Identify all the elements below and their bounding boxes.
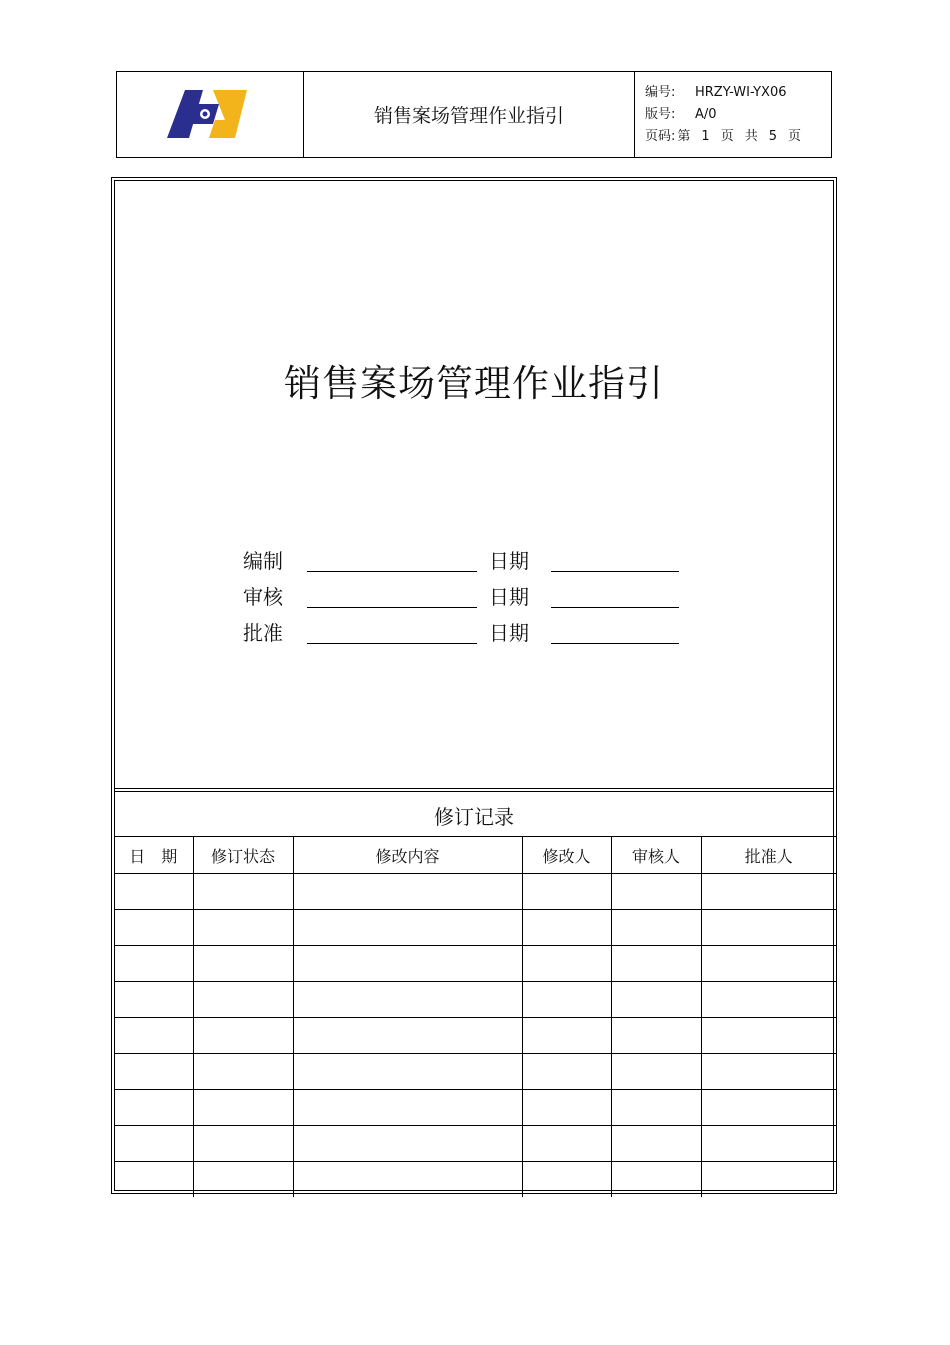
page-unit: 页 (720, 129, 734, 144)
revision-cell[interactable] (611, 982, 701, 1018)
revision-body (114, 874, 836, 1198)
version-row (645, 104, 831, 126)
page-total: 5 (768, 129, 777, 144)
revision-cell[interactable] (701, 982, 836, 1018)
revision-cell[interactable] (114, 982, 193, 1018)
signature-label: 编制 (243, 549, 283, 573)
column-header-modifier: 修改人 (522, 837, 611, 874)
revision-row (114, 946, 836, 982)
revision-cell[interactable] (611, 874, 701, 910)
revision-table (114, 836, 836, 1197)
revision-cell[interactable] (701, 1090, 836, 1126)
page-prefix: 第 (677, 129, 691, 144)
date-line[interactable] (551, 617, 679, 644)
revision-cell[interactable] (193, 874, 293, 910)
page-current: 1 (701, 129, 710, 144)
code-label: 编号: (645, 85, 676, 100)
revision-row (114, 1054, 836, 1090)
revision-row (114, 1090, 836, 1126)
page-unit-2: 页 (788, 129, 802, 144)
date-label: 日期 (489, 585, 529, 609)
section-divider (115, 791, 833, 792)
column-header-reviewer: 审核人 (611, 837, 701, 874)
cover-title: 销售案场管理作业指引 (284, 362, 664, 405)
column-header-approver: 批准人 (701, 837, 836, 874)
revision-cell[interactable] (193, 1018, 293, 1054)
revision-cell[interactable] (193, 1162, 293, 1198)
signature-label: 批准 (243, 621, 283, 645)
date-line[interactable] (551, 545, 679, 572)
revision-cell[interactable] (114, 910, 193, 946)
header-title: 销售案场管理作业指引 (304, 72, 635, 157)
signature-label: 审核 (243, 585, 283, 609)
revision-cell[interactable] (611, 1126, 701, 1162)
revision-cell[interactable] (522, 982, 611, 1018)
revision-cell[interactable] (701, 1018, 836, 1054)
header-meta (635, 72, 831, 157)
revision-cell[interactable] (701, 874, 836, 910)
company-logo (163, 84, 251, 144)
revision-cell[interactable] (114, 1018, 193, 1054)
revision-cell[interactable] (193, 946, 293, 982)
revision-cell[interactable] (611, 1054, 701, 1090)
revision-row (114, 982, 836, 1018)
revision-cell[interactable] (611, 946, 701, 982)
revision-cell[interactable] (114, 1162, 193, 1198)
revision-cell[interactable] (522, 910, 611, 946)
revision-cell[interactable] (293, 1018, 522, 1054)
revision-cell[interactable] (701, 1054, 836, 1090)
version-label: 版号: (645, 107, 676, 122)
revision-cell[interactable] (293, 874, 522, 910)
revision-cell[interactable] (293, 1162, 522, 1198)
version-value: A/0 (695, 107, 717, 122)
signature-line[interactable] (307, 617, 477, 644)
signature-line[interactable] (307, 581, 477, 608)
revision-cell[interactable] (193, 910, 293, 946)
revision-cell[interactable] (114, 874, 193, 910)
column-header-content: 修改内容 (293, 837, 522, 874)
revision-cell[interactable] (293, 1126, 522, 1162)
date-label: 日期 (489, 549, 529, 573)
revision-row (114, 1126, 836, 1162)
cover-frame (111, 177, 837, 1194)
revision-cell[interactable] (293, 1090, 522, 1126)
revision-cell[interactable] (522, 1054, 611, 1090)
revision-cell[interactable] (701, 910, 836, 946)
revision-row (114, 910, 836, 946)
page-total-prefix: 共 (744, 129, 758, 144)
revision-cell[interactable] (522, 1090, 611, 1126)
revision-cell[interactable] (293, 1054, 522, 1090)
revision-cell[interactable] (611, 1162, 701, 1198)
page-label: 页码: (645, 129, 676, 144)
revision-cell[interactable] (114, 1090, 193, 1126)
revision-title: 修订记录 (434, 804, 514, 829)
revision-cell[interactable] (114, 946, 193, 982)
revision-cell[interactable] (293, 946, 522, 982)
code-value: HRZY-WI-YX06 (695, 85, 787, 100)
date-line[interactable] (551, 581, 679, 608)
revision-cell[interactable] (701, 1162, 836, 1198)
section-divider (115, 788, 833, 789)
revision-cell[interactable] (701, 1126, 836, 1162)
revision-cell[interactable] (114, 1054, 193, 1090)
revision-cell[interactable] (114, 1126, 193, 1162)
revision-cell[interactable] (522, 1126, 611, 1162)
revision-cell[interactable] (611, 910, 701, 946)
code-row (645, 82, 831, 104)
revision-cell[interactable] (522, 1018, 611, 1054)
revision-cell[interactable] (522, 874, 611, 910)
revision-cell[interactable] (193, 1126, 293, 1162)
revision-cell[interactable] (293, 982, 522, 1018)
date-label: 日期 (489, 621, 529, 645)
column-header-date: 日 期 (114, 837, 193, 874)
revision-cell[interactable] (193, 1054, 293, 1090)
revision-cell[interactable] (611, 1090, 701, 1126)
cover-inner-frame (114, 180, 834, 1191)
document-header (116, 71, 832, 158)
revision-cell[interactable] (193, 982, 293, 1018)
revision-header-row (114, 837, 836, 874)
revision-row (114, 1162, 836, 1198)
column-header-status: 修订状态 (193, 837, 293, 874)
revision-cell[interactable] (522, 1162, 611, 1198)
logo-cell (117, 72, 304, 157)
signature-line[interactable] (307, 545, 477, 572)
revision-row (114, 874, 836, 910)
revision-cell[interactable] (193, 1090, 293, 1126)
revision-cell[interactable] (611, 1018, 701, 1054)
revision-cell[interactable] (522, 946, 611, 982)
revision-row (114, 1018, 836, 1054)
revision-cell[interactable] (701, 946, 836, 982)
page-row (645, 126, 831, 148)
revision-cell[interactable] (293, 910, 522, 946)
